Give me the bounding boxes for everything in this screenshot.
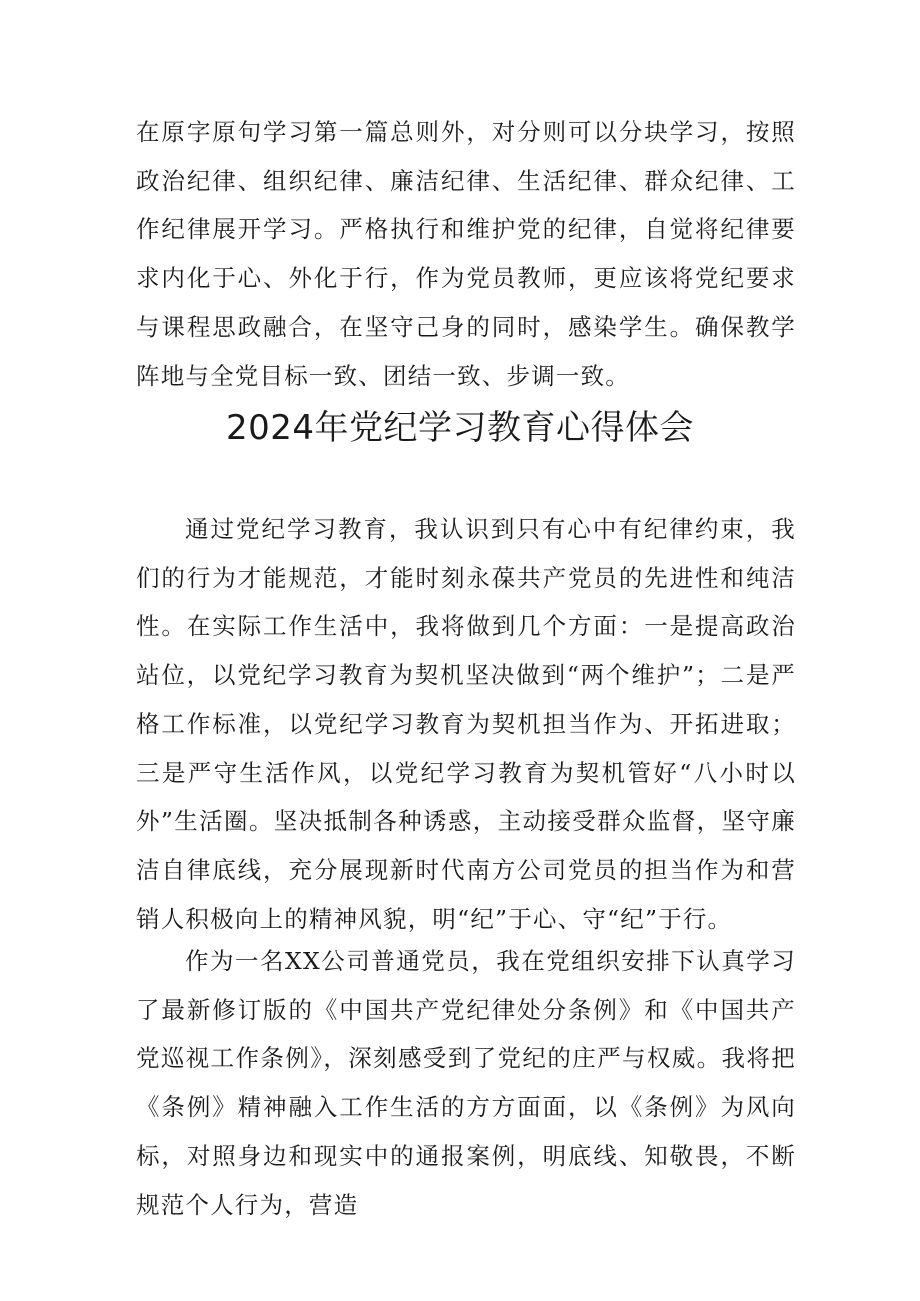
- continuation-paragraph: 在原字原句学习第一篇总则外，对分则可以分块学习，按照政治纪律、组织纪律、廉洁纪律、生活纪律、群众纪律、工作纪律展开学习。严格执行和维护党的纪律，自觉将纪律要求内化于心、外化于行，作为党员教师，更应该将党纪要求与课程思政融合，在坚守己身的同时，感染学生。确保教学阵地与全党目标一致、团结一致、步调一致。: [136, 118, 796, 390]
- body-paragraph: 通过党纪学习教育，我认识到只有心中有纪律约束，我们的行为才能规范，才能时刻永葆共产党员的先进性和纯洁性。在实际工作生活中，我将做到几个方面：一是提高政治站位，以党纪学习教育为契机坚决做到“两个维护”；二是严格工作标准，以党纪学习教育为契机担当作为、开拓进取；三是严守生活作风，以党纪学习教育为契机管好“八小时以外”生活圈。坚决抵制各种诱惑，主动接受群众监督，坚守廉洁自律底线，充分展现新时代南方公司党员的担当作为和营销人积极向上的精神风貌，明“纪”于心、守“纪”于行。: [136, 515, 796, 933]
- page-title: 2024年党纪学习教育心得体会: [225, 408, 695, 448]
- body-paragraph: 作为一名XX公司普通党员，我在党组织安排下认真学习了最新修订版的《中国共产党纪律处分条例》和《中国共产党巡视工作条例》，深刻感受到了党纪的庄严与权威。我将把《条例》精神融入工作生活的方方面面，以《条例》为风向标，对照身边和现实中的通报案例，明底线、知敬畏，不断规范个人行为，营造: [136, 947, 796, 1219]
